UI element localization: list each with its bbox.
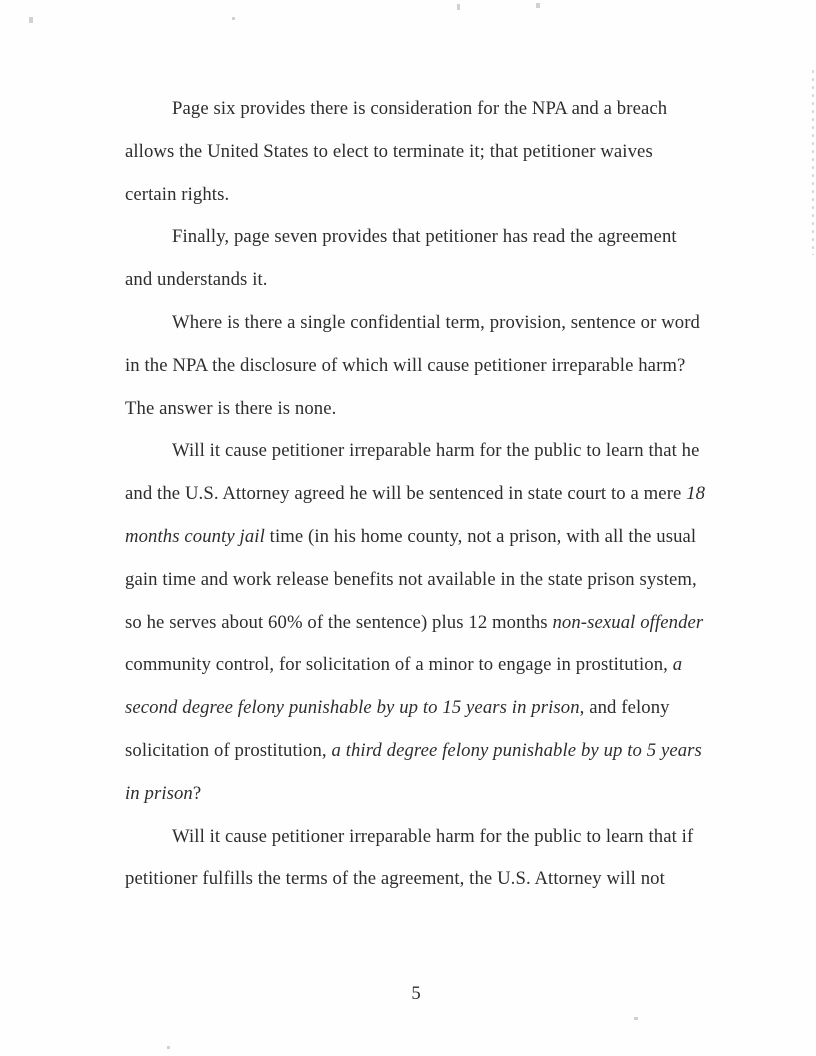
paragraph bbox=[125, 88, 707, 216]
italic-run: a third degree felony punishable by up to 5 years in prison bbox=[125, 739, 702, 804]
scan-edge-noise bbox=[812, 70, 814, 255]
document-body bbox=[125, 88, 707, 901]
scan-artifact bbox=[29, 17, 33, 23]
page-number: 5 bbox=[411, 983, 421, 1004]
text-run: ? bbox=[192, 782, 202, 804]
paragraph bbox=[125, 216, 707, 302]
paragraph bbox=[125, 816, 707, 902]
scan-artifact bbox=[457, 4, 460, 10]
text-run: Finally, page seven provides that petitioner has read the agreement and understands it. bbox=[125, 226, 677, 291]
text-run: community control, for solicitation of a minor to engage in prostitution, bbox=[125, 654, 673, 676]
text-run: Will it cause petitioner irreparable harm for the public to learn that if petitioner fulfills the terms of the agreement, the U.S. Attorney will not bbox=[125, 825, 694, 890]
paragraph bbox=[125, 430, 707, 815]
text-run: time (in his home county, not a prison, with all the usual gain time and work release benefits not available in the state prison system, so he serves about 60% of the sentence) plus 12 months bbox=[125, 525, 697, 633]
text-run: Page six provides there is consideration for the NPA and a breach allows the United States to elect to terminate it; that petitioner waives certain rights. bbox=[125, 98, 668, 205]
italic-run: 18 months county jail bbox=[125, 483, 706, 547]
text-run: Will it cause petitioner irreparable harm for the public to learn that he and the U.S. Attorney agreed he will be sentenced in state court to a mere bbox=[125, 440, 700, 505]
scan-artifact bbox=[634, 1017, 638, 1020]
scan-artifact bbox=[536, 3, 540, 8]
scan-artifact bbox=[232, 17, 235, 20]
paragraph bbox=[125, 302, 707, 430]
text-run: , and felony solicitation of prostitution, bbox=[125, 697, 670, 761]
italic-run: a second degree felony punishable by up to 15 years in prison bbox=[125, 654, 683, 719]
scan-artifact bbox=[167, 1046, 170, 1049]
italic-run: non-sexual offender bbox=[552, 611, 704, 633]
text-run: Where is there a single confidential term, provision, sentence or word in the NPA the disclosure of which will cause petitioner irreparable harm? The answer is there is none. bbox=[125, 311, 700, 419]
